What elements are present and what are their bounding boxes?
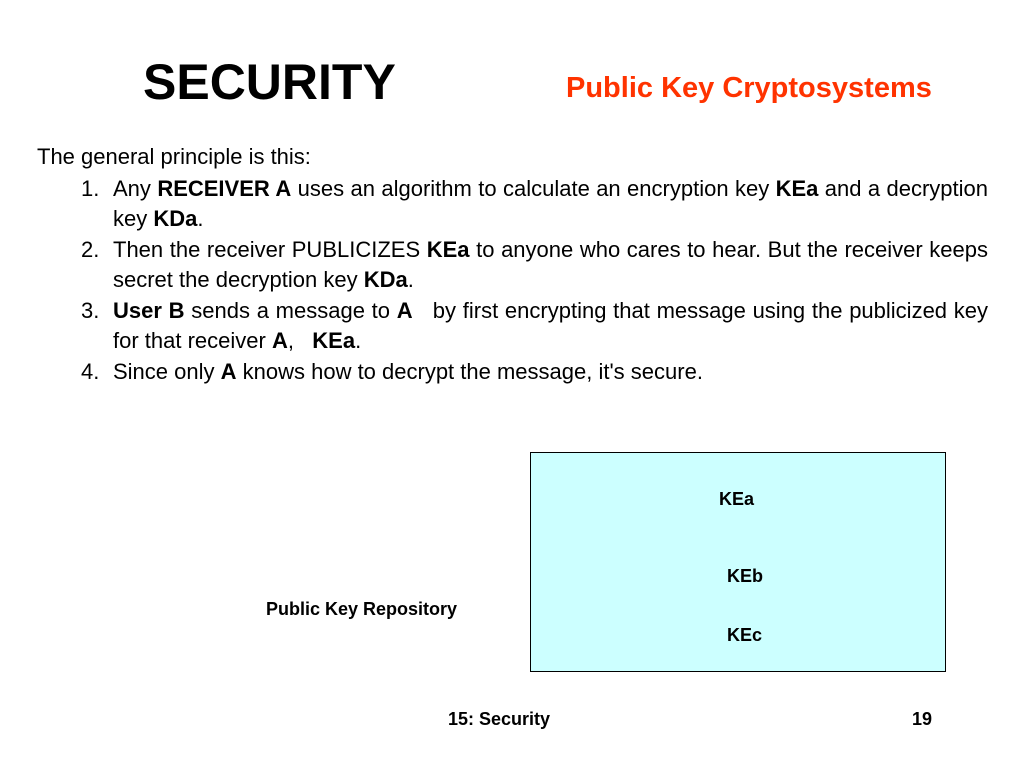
text-segment: and a decryption key: [113, 176, 995, 231]
emphasis-text: User B: [113, 298, 185, 323]
list-item-number: 4.: [81, 359, 100, 384]
slide-subtitle: Public Key Cryptosystems: [566, 72, 932, 104]
list-item-text: [113, 357, 988, 387]
list-item-text: [113, 174, 995, 234]
emphasis-text: KDa: [153, 206, 198, 231]
intro-text: The general principle is this:: [37, 144, 311, 169]
emphasis-text: A: [220, 359, 237, 384]
page-number: 19: [912, 709, 933, 729]
footer-section: 15: Security: [448, 709, 551, 729]
key-entry: KEb: [727, 566, 763, 586]
public-key-repository-box: [530, 452, 946, 672]
list-item: [81, 296, 995, 356]
text-segment: .: [407, 267, 414, 292]
text-segment: Since only: [113, 359, 221, 384]
list-item-text: [113, 235, 995, 295]
list-item: [81, 174, 995, 234]
list-item-text: [113, 296, 995, 356]
text-segment: sends a message to: [184, 298, 397, 323]
list-item: [81, 235, 995, 295]
list-item: [81, 357, 988, 387]
text-segment: ,: [287, 328, 313, 353]
text-segment: Any: [113, 176, 158, 201]
text-segment: uses an algorithm to calculate an encryption key: [291, 176, 776, 201]
text-segment: .: [355, 328, 362, 353]
emphasis-text: KEa: [312, 328, 356, 353]
emphasis-text: KEa: [426, 237, 470, 262]
text-segment: knows how to decrypt the message, it's secure.: [236, 359, 703, 384]
emphasis-text: RECEIVER A: [157, 176, 292, 201]
repository-label: Public Key Repository: [266, 599, 458, 619]
emphasis-text: KEa: [775, 176, 819, 201]
emphasis-text: KDa: [363, 267, 408, 292]
list-item-number: 2.: [81, 237, 100, 262]
text-segment: .: [197, 206, 204, 231]
list-item-number: 3.: [81, 298, 100, 323]
emphasis-text: A: [271, 328, 288, 353]
text-segment: by first encrypting that message using the publicized key for that receiver: [113, 298, 995, 353]
principle-list: [81, 174, 995, 388]
key-entry: KEa: [719, 489, 755, 509]
text-segment: Then the receiver PUBLICIZES: [113, 237, 427, 262]
emphasis-text: A: [396, 298, 413, 323]
list-item-number: 1.: [81, 176, 100, 201]
text-segment: to anyone who cares to hear. But the receiver keeps secret the decryption key: [113, 237, 995, 292]
slide-title: SECURITY: [143, 54, 396, 110]
key-entry: KEc: [727, 625, 763, 645]
